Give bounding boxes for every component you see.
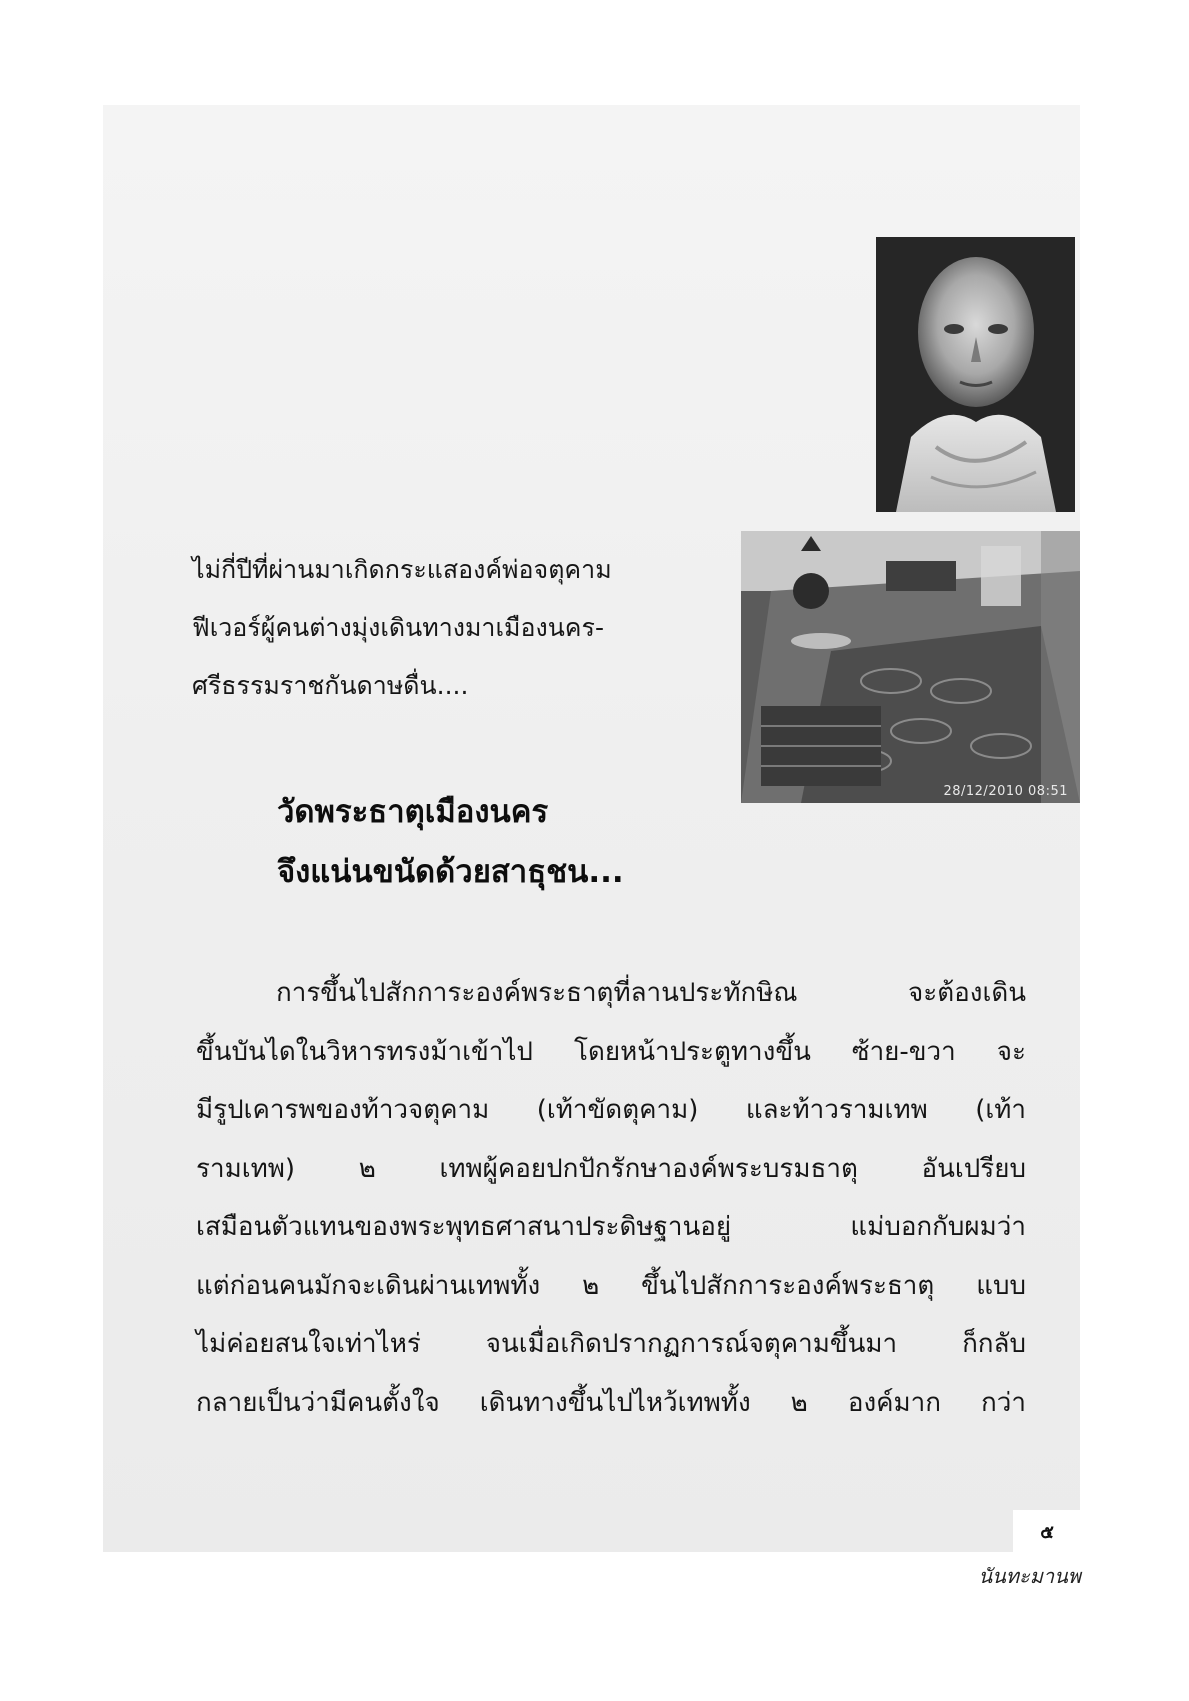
intro-line: ฟีเวอร์ผู้คนต่างมุ่งเดินทางมาเมืองนคร- [192,613,604,642]
page-number: ๕ [1040,1522,1054,1543]
heading-line: วัดพระธาตุเมืองนคร [277,794,549,830]
monk-portrait-photo [876,237,1075,512]
section-heading [277,782,837,902]
heading-line: จึงแน่นขนัดด้วยสาธุชน... [277,854,624,890]
body-line: การขึ้นไปสักการะองค์พระธาตุที่ลานประทักษิณ จะต้องเดิน [276,978,1026,1008]
body-line: เสมือนตัวแทนของพระพุทธศาสนาประดิษฐานอยู่ แม่บอกกับผมว่า [196,1212,1026,1242]
photo-timestamp: 28/12/2010 08:51 [943,784,1068,799]
body-line: แต่ก่อนคนมักจะเดินผ่านเทพทั้ง ๒ ขึ้นไปสักการะองค์พระธาตุ แบบ [196,1270,1026,1301]
body-line: กลายเป็นว่ามีคนตั้งใจ เดินทางขึ้นไปไหว้เทพทั้ง ๒ องค์มาก กว่า [196,1387,1026,1418]
body-line: มีรูปเคารพของท้าวจตุคาม (เท้าขัดตุคาม) และท้าวรามเทพ (เท้า [196,1095,1026,1125]
page-number-box [1013,1510,1081,1552]
body-paragraph [196,964,1026,1432]
intro-paragraph [192,541,732,715]
footer-author: นันทะมานพ [978,1564,1081,1588]
shrine-illustration [741,531,1080,803]
body-line: ไม่ค่อยสนใจเท่าไหร่ จนเมื่อเกิดปรากฏการณ์จตุคามขึ้นมา ก็กลับ [196,1329,1026,1359]
body-line: ขึ้นบันไดในวิหารทรงม้าเข้าไป โดยหน้าประตูทางขึ้น ซ้าย-ขวา จะ [196,1036,1026,1067]
intro-line: ศรีธรรมราชกันดาษดื่น.... [192,671,469,700]
body-line: รามเทพ) ๒ เทพผู้คอยปกปักรักษาองค์พระบรมธาตุ อันเปรียบ [196,1153,1026,1184]
intro-line: ไม่กี่ปีที่ผ่านมาเกิดกระแสองค์พ่อจตุคาม [192,555,612,584]
monk-portrait-illustration [876,237,1075,512]
shrine-photo [741,531,1080,803]
